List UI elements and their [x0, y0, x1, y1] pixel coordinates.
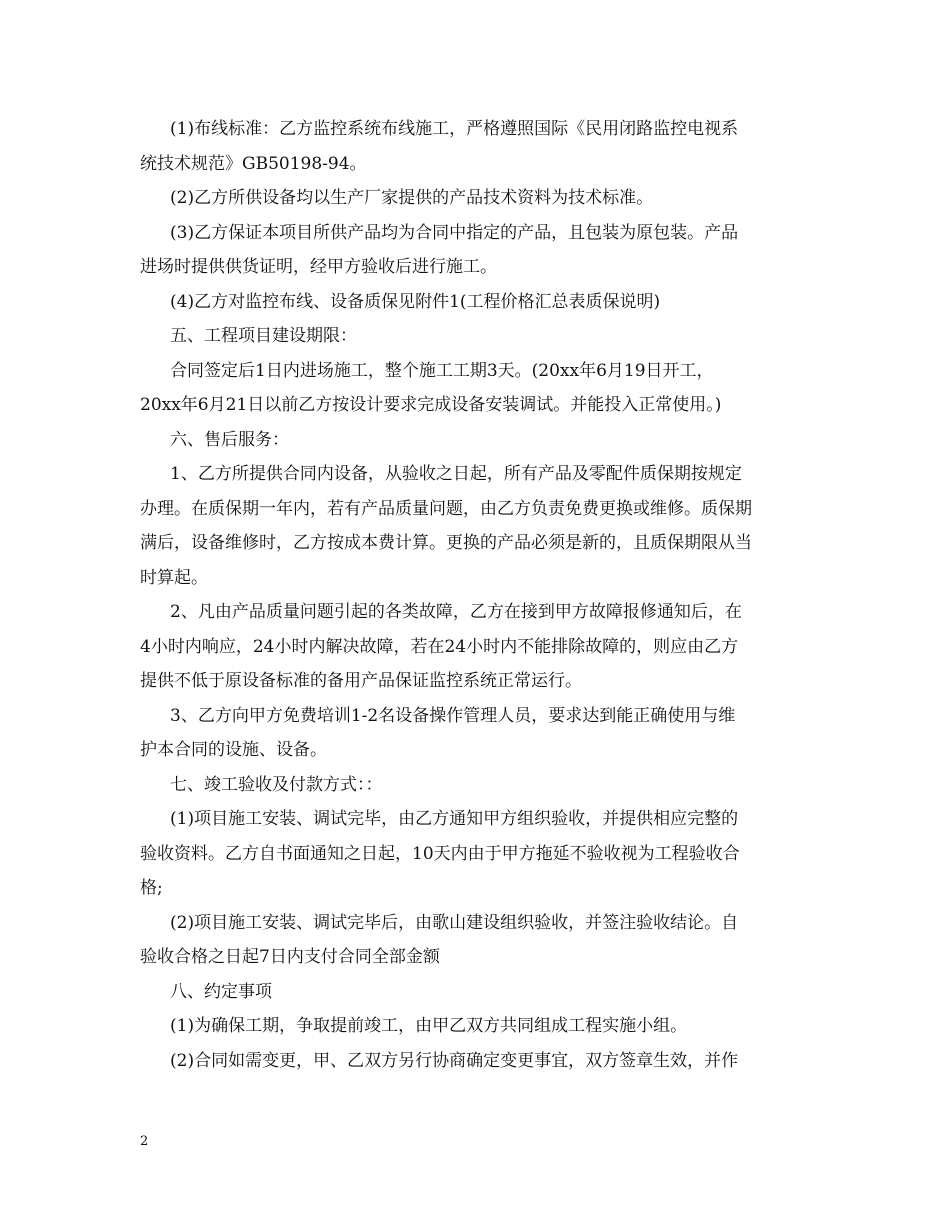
text-line: 20xx年6月21日以前乙方按设计要求完成设备安装调试。并能投入正常使用。) [140, 395, 722, 415]
text-line: (1)为确保工期，争取提前竣工，由甲乙双方共同组成工程实施小组。 [170, 1016, 688, 1036]
text-line: 1、乙方所提供合同内设备，从验收之日起，所有产品及零配件质保期按规定 [170, 464, 742, 484]
text-line: 满后，设备维修时，乙方按成本费计算。更换的产品必须是新的，且质保期限从当 [140, 533, 752, 553]
text-line: 进场时提供供货证明，经甲方验收后进行施工。 [140, 257, 497, 277]
text-line: (4)乙方对监控布线、设备质保见附件1(工程价格汇总表质保说明) [170, 291, 661, 312]
page-number: 2 [140, 1134, 149, 1149]
text-line: 3、乙方向甲方免费培训1-2名设备操作管理人员，要求达到能正确使用与维 [170, 705, 736, 726]
text-line: (1)项目施工安装、调试完毕，由乙方通知甲方组织验收，并提供相应完整的 [170, 809, 739, 829]
text-line: (3)乙方保证本项目所供产品均为合同中指定的产品，且包装为原包装。产品 [170, 222, 739, 243]
section-heading: 六、售后服务： [170, 429, 289, 450]
section-heading: 八、约定事项 [170, 981, 272, 1002]
section-heading: 五、工程项目建设期限： [170, 326, 357, 346]
text-line: 验收合格之日起7日内支付合同全部金额 [140, 947, 440, 967]
section-heading: 七、竣工验收及付款方式：： [170, 774, 383, 795]
text-line: 办理。在质保期一年内，若有产品质量问题，由乙方负责免费更换或维修。质保期 [140, 498, 752, 519]
text-line: 格; [140, 878, 163, 898]
text-line: (2)合同如需变更，甲、乙双方另行协商确定变更事宜，双方签章生效，并作 [170, 1050, 739, 1071]
text-line: 时算起。 [140, 567, 208, 588]
text-line: 验收资料。乙方自书面通知之日起，10天内由于甲方拖延不验收视为工程验收合 [140, 843, 740, 864]
text-line: (1)布线标准：乙方监控系统布线施工，严格遵照国际《民用闭路监控电视系 [170, 119, 739, 139]
text-line: 护本合同的设施、设备。 [140, 740, 327, 760]
text-line: 合同签定后1日内进场施工，整个施工工期3天。(20xx年6月19日开工， [170, 360, 714, 381]
text-line: 提供不低于原设备标准的备用产品保证监控系统正常运行。 [140, 671, 582, 691]
text-line: 2、凡由产品质量问题引起的各类故障，乙方在接到甲方故障报修通知后，在 [170, 602, 742, 622]
document-body [140, 112, 812, 1078]
text-line: (2)项目施工安装、调试完毕后，由歌山建设组织验收，并签注验收结论。自 [170, 912, 739, 933]
text-line: 4小时内响应，24小时内解决故障，若在24小时内不能排除故障的，则应由乙方 [140, 636, 739, 657]
text-line: (2)乙方所供设备均以生产厂家提供的产品技术资料为技术标准。 [170, 188, 654, 208]
text-line: 统技术规范》GB50198-94。 [140, 153, 367, 174]
